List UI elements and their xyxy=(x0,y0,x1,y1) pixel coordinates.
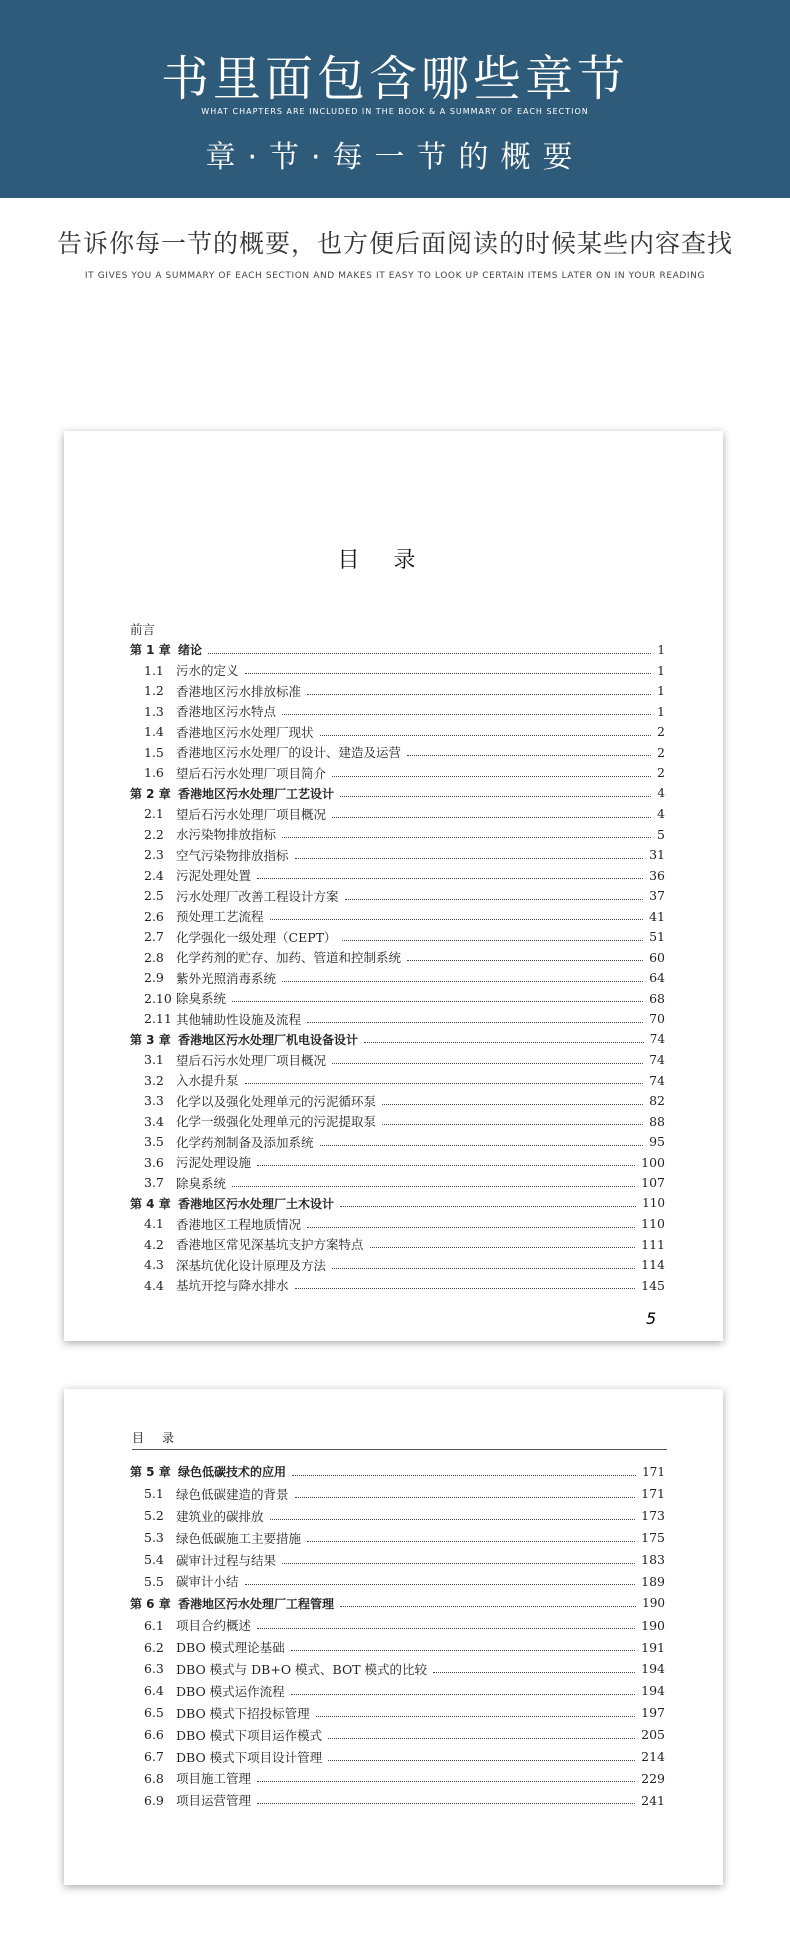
leader-dots xyxy=(340,1199,636,1207)
toc-label: 化学一级强化处理单元的污泥提取泵 xyxy=(176,1114,377,1130)
toc-page-1 xyxy=(64,431,723,1341)
toc-number: 6.3 xyxy=(144,1661,164,1677)
toc-label: 香港地区污水处理厂工艺设计 xyxy=(178,786,335,801)
toc-page: 64 xyxy=(649,970,665,986)
banner-subtitle-en: WHAT CHAPTERS ARE INCLUDED IN THE BOOK & A SUMMARY OF EACH SECTION xyxy=(201,107,589,116)
toc-row xyxy=(130,619,665,640)
leader-dots xyxy=(407,748,651,756)
toc-section-row xyxy=(130,824,665,845)
toc-section-row xyxy=(130,1658,665,1680)
toc-section-row xyxy=(130,1680,665,1702)
leader-dots xyxy=(320,1138,644,1146)
toc-page: 189 xyxy=(641,1573,665,1589)
toc-page: 241 xyxy=(641,1792,665,1808)
toc-section-row xyxy=(130,845,665,866)
toc-section-row xyxy=(130,1789,665,1811)
toc-section-row xyxy=(130,1549,665,1571)
toc-page: 190 xyxy=(642,1596,665,1611)
toc-label: 香港地区污水处理厂现状 xyxy=(176,724,314,740)
toc-section-row xyxy=(130,804,665,825)
toc-label: 绿色低碳技术的应用 xyxy=(178,1465,287,1480)
toc-section-row xyxy=(130,1091,665,1112)
toc-section-row xyxy=(130,1767,665,1789)
toc-label: 入水提升泵 xyxy=(176,1073,239,1089)
toc-list xyxy=(130,619,665,1296)
toc-number: 6.2 xyxy=(144,1639,164,1655)
toc-page: 183 xyxy=(641,1552,665,1567)
leader-dots xyxy=(332,810,651,818)
toc-page: 2 xyxy=(657,744,665,760)
toc-page: 110 xyxy=(642,1196,665,1211)
toc-label: 香港地区污水特点 xyxy=(176,704,277,720)
toc-label: DBO 模式下项目运作模式 xyxy=(176,1727,323,1743)
toc-title: 目录 xyxy=(337,548,450,573)
toc-page: 70 xyxy=(649,1011,665,1027)
header-banner xyxy=(0,0,790,198)
leader-dots xyxy=(257,1796,635,1804)
toc-label: 除臭系统 xyxy=(176,991,227,1007)
toc-label: 化学药剂的贮存、加药、管道和控制系统 xyxy=(176,950,402,966)
toc-page: 194 xyxy=(641,1661,665,1677)
toc-page: 60 xyxy=(649,949,665,965)
toc-label: 紫外光照消毒系统 xyxy=(176,970,277,986)
toc-page: 4 xyxy=(657,806,665,822)
page-number: 5 xyxy=(646,1309,657,1328)
toc-page-2 xyxy=(64,1389,723,1885)
toc-number: 3.2 xyxy=(144,1072,164,1088)
toc-page: 1 xyxy=(657,662,665,678)
toc-number: 4.2 xyxy=(144,1236,164,1252)
leader-dots xyxy=(382,1097,643,1105)
toc-number: 5.3 xyxy=(144,1530,164,1546)
toc-section-row xyxy=(130,968,665,989)
toc-page: 214 xyxy=(641,1749,665,1765)
leader-dots xyxy=(291,1687,635,1695)
toc-chapter-row xyxy=(130,783,665,804)
toc-label: 望后石污水处理厂项目概况 xyxy=(176,806,327,822)
toc-label: 预处理工艺流程 xyxy=(176,909,264,925)
toc-number: 6.7 xyxy=(144,1749,164,1765)
toc-label: 碳审计小结 xyxy=(176,1574,239,1590)
toc-page: 107 xyxy=(641,1175,665,1191)
toc-number: 2.3 xyxy=(144,847,164,863)
toc-label: 污水处理厂改善工程设计方案 xyxy=(176,888,339,904)
toc-page: 74 xyxy=(649,1072,665,1088)
toc-section-row xyxy=(130,681,665,702)
toc-section-row xyxy=(130,1009,665,1030)
toc-number: 2.6 xyxy=(144,908,164,924)
toc-number: 6.9 xyxy=(144,1792,164,1808)
toc-section-row xyxy=(130,1070,665,1091)
toc-page: 51 xyxy=(649,929,665,945)
toc-page: 95 xyxy=(649,1134,665,1150)
toc-section-row xyxy=(130,1724,665,1746)
toc-label: 绪论 xyxy=(178,643,203,658)
leader-dots xyxy=(307,1534,635,1542)
leader-dots xyxy=(328,1731,635,1739)
toc-label: 望后石污水处理厂项目概况 xyxy=(176,1052,327,1068)
toc-page: 82 xyxy=(649,1093,665,1109)
toc-number: 5.1 xyxy=(144,1486,164,1502)
toc-section-row xyxy=(130,1214,665,1235)
toc-number: 第 2 章 xyxy=(130,786,171,801)
toc-number: 2.8 xyxy=(144,949,164,965)
leader-dots xyxy=(316,1709,635,1717)
toc-label: 香港地区污水处理厂工程管理 xyxy=(178,1596,335,1611)
leader-dots xyxy=(295,1281,636,1289)
toc-page: 171 xyxy=(642,1464,665,1479)
toc-number: 2.9 xyxy=(144,970,164,986)
toc-number: 4.1 xyxy=(144,1216,164,1232)
toc-chapter-row xyxy=(130,1029,665,1050)
toc-section-row xyxy=(130,1527,665,1549)
toc-label: DBO 模式下招投标管理 xyxy=(176,1705,310,1721)
toc-page: 2 xyxy=(657,724,665,740)
leader-dots xyxy=(433,1665,635,1673)
toc-section-row xyxy=(130,660,665,681)
leader-dots xyxy=(232,1179,635,1187)
running-header: 目录 xyxy=(132,1431,193,1445)
toc-number: 2.11 xyxy=(144,1011,172,1027)
toc-number: 6.8 xyxy=(144,1770,164,1786)
header-divider xyxy=(132,1449,667,1450)
toc-label: 化学强化一级处理（CEPT） xyxy=(176,929,337,945)
toc-number: 1.5 xyxy=(144,744,164,760)
toc-section-row xyxy=(130,1702,665,1724)
leader-dots xyxy=(257,1774,635,1782)
leader-dots xyxy=(307,1015,643,1023)
leader-dots xyxy=(342,933,643,941)
toc-page: 100 xyxy=(641,1154,665,1170)
toc-section-row xyxy=(130,1132,665,1153)
toc-section-row xyxy=(130,1746,665,1768)
leader-dots xyxy=(282,830,651,838)
toc-number: 2.5 xyxy=(144,888,164,904)
leader-dots xyxy=(295,1490,636,1498)
leader-dots xyxy=(282,707,651,715)
banner-title: 书里面包含哪些章节 xyxy=(160,51,629,107)
tagline-en: IT GIVES YOU A SUMMARY OF EACH SECTION AND MAKES IT EASY TO LOOK UP CERTAIN ITEMS LATER ON IN YOUR READING xyxy=(84,271,706,281)
toc-number: 第 5 章 xyxy=(130,1465,171,1480)
toc-page: 175 xyxy=(641,1530,665,1546)
toc-label: 项目运营管理 xyxy=(176,1793,252,1809)
toc-page: 173 xyxy=(641,1508,665,1524)
toc-number: 3.1 xyxy=(144,1052,164,1068)
toc-label: 项目施工管理 xyxy=(176,1771,252,1787)
toc-number: 6.1 xyxy=(144,1617,164,1633)
toc-page: 1 xyxy=(657,683,665,699)
leader-dots xyxy=(345,892,644,900)
toc-page: 68 xyxy=(649,990,665,1006)
leader-dots xyxy=(364,1035,644,1043)
toc-section-row xyxy=(130,1111,665,1132)
toc-label: 其他辅助性设施及流程 xyxy=(176,1011,302,1027)
toc-section-row xyxy=(130,1234,665,1255)
toc-page: 110 xyxy=(641,1216,665,1232)
toc-page: 1 xyxy=(657,703,665,719)
banner-subtitle: 章·节·每一节的概要 xyxy=(205,140,585,175)
leader-dots xyxy=(320,728,652,736)
toc-section-row xyxy=(130,947,665,968)
toc-page: 191 xyxy=(641,1639,665,1655)
leader-dots xyxy=(257,1621,635,1629)
toc-number: 4.3 xyxy=(144,1257,164,1273)
toc-number: 6.6 xyxy=(144,1727,164,1743)
leader-dots xyxy=(257,871,643,879)
toc-page: 229 xyxy=(641,1770,665,1786)
toc-section-row xyxy=(130,1505,665,1527)
leader-dots xyxy=(245,1577,636,1585)
leader-dots xyxy=(282,1556,635,1564)
toc-section-row xyxy=(130,1614,665,1636)
toc-section-row xyxy=(130,701,665,722)
leader-dots xyxy=(295,851,644,859)
toc-number: 2.1 xyxy=(144,806,164,822)
leader-dots xyxy=(282,974,643,982)
toc-label: 深基坑优化设计原理及方法 xyxy=(176,1257,327,1273)
leader-dots xyxy=(340,1599,636,1607)
toc-section-row xyxy=(130,1570,665,1592)
toc-label: 前言 xyxy=(130,622,156,638)
toc-label: 香港地区污水处理厂土木设计 xyxy=(178,1196,335,1211)
toc-page: 5 xyxy=(657,826,665,842)
toc-number: 3.4 xyxy=(144,1113,164,1129)
toc-chapter-row xyxy=(130,1592,665,1614)
toc-number: 2.2 xyxy=(144,826,164,842)
toc-label: 空气污染物排放指标 xyxy=(176,847,289,863)
toc-section-row xyxy=(130,1483,665,1505)
leader-dots xyxy=(382,1117,643,1125)
toc-page: 145 xyxy=(641,1277,665,1293)
leader-dots xyxy=(407,953,643,961)
toc-label: 香港地区污水处理厂的设计、建造及运营 xyxy=(176,745,402,761)
toc-section-row xyxy=(130,1255,665,1276)
toc-number: 3.3 xyxy=(144,1093,164,1109)
leader-dots xyxy=(232,994,643,1002)
leader-dots xyxy=(332,1261,635,1269)
toc-section-row xyxy=(130,763,665,784)
toc-number: 3.6 xyxy=(144,1154,164,1170)
toc-label: 项目合约概述 xyxy=(176,1618,252,1634)
toc-label: 建筑业的碳排放 xyxy=(176,1508,264,1524)
toc-label: 污泥处理设施 xyxy=(176,1155,252,1171)
toc-page: 2 xyxy=(657,765,665,781)
leader-dots xyxy=(340,789,651,797)
toc-number: 4.4 xyxy=(144,1277,164,1293)
leader-dots xyxy=(245,666,652,674)
toc-label: 香港地区工程地质情况 xyxy=(176,1216,302,1232)
leader-dots xyxy=(292,1468,636,1476)
toc-number: 1.1 xyxy=(144,662,164,678)
leader-dots xyxy=(332,1056,643,1064)
toc-page: 31 xyxy=(649,847,665,863)
toc-page: 74 xyxy=(649,1052,665,1068)
toc-list xyxy=(130,1461,665,1811)
leader-dots xyxy=(291,1643,635,1651)
toc-section-row xyxy=(130,1050,665,1071)
toc-section-row xyxy=(130,1636,665,1658)
leader-dots xyxy=(208,646,651,654)
toc-label: 化学药剂制备及添加系统 xyxy=(176,1134,314,1150)
toc-number: 2.7 xyxy=(144,929,164,945)
toc-page: 197 xyxy=(641,1705,665,1721)
toc-number: 1.6 xyxy=(144,765,164,781)
toc-section-row xyxy=(130,1152,665,1173)
toc-number: 2.10 xyxy=(144,990,172,1006)
leader-dots xyxy=(270,912,644,920)
toc-label: 绿色低碳建造的背景 xyxy=(176,1486,289,1502)
toc-section-row xyxy=(130,886,665,907)
toc-number: 第 3 章 xyxy=(130,1032,171,1047)
toc-page: 1 xyxy=(657,642,665,657)
toc-section-row xyxy=(130,1275,665,1296)
toc-label: DBO 模式与 DB+O 模式、BOT 模式的比较 xyxy=(176,1661,428,1677)
toc-number: 第 1 章 xyxy=(130,643,171,658)
toc-label: 香港地区污水排放标准 xyxy=(176,683,302,699)
toc-section-row xyxy=(130,742,665,763)
leader-dots xyxy=(307,1220,635,1228)
toc-label: 化学以及强化处理单元的污泥循环泵 xyxy=(176,1093,377,1109)
toc-page: 205 xyxy=(641,1727,665,1743)
toc-label: 香港地区常见深基坑支护方案特点 xyxy=(176,1237,364,1253)
toc-page: 171 xyxy=(641,1486,665,1502)
toc-number: 3.5 xyxy=(144,1134,164,1150)
toc-page: 194 xyxy=(641,1683,665,1699)
leader-dots xyxy=(245,1076,644,1084)
toc-page: 37 xyxy=(649,888,665,904)
toc-page: 114 xyxy=(641,1257,665,1273)
toc-number: 第 6 章 xyxy=(130,1596,171,1611)
toc-label: 除臭系统 xyxy=(176,1175,227,1191)
toc-chapter-row xyxy=(130,1193,665,1214)
toc-chapter-row xyxy=(130,1461,665,1483)
leader-dots xyxy=(270,1512,636,1520)
tagline: 告诉你每一节的概要，也方便后面阅读的时候某些内容查找 xyxy=(56,229,733,258)
toc-number: 1.3 xyxy=(144,703,164,719)
toc-label: DBO 模式理论基础 xyxy=(176,1640,285,1656)
toc-page: 88 xyxy=(649,1113,665,1129)
toc-label: 污水的定义 xyxy=(176,663,239,679)
leader-dots xyxy=(307,687,651,695)
toc-number: 2.4 xyxy=(144,867,164,883)
toc-label: 水污染物排放指标 xyxy=(176,827,277,843)
leader-dots xyxy=(328,1753,635,1761)
toc-number: 6.5 xyxy=(144,1705,164,1721)
toc-label: 基坑开挖与降水排水 xyxy=(176,1278,289,1294)
toc-page: 36 xyxy=(649,867,665,883)
toc-section-row xyxy=(130,1173,665,1194)
leader-dots xyxy=(332,769,651,777)
toc-page: 111 xyxy=(641,1236,665,1252)
toc-section-row xyxy=(130,906,665,927)
toc-page: 41 xyxy=(649,908,665,924)
toc-number: 5.4 xyxy=(144,1552,164,1567)
toc-number: 1.4 xyxy=(144,724,164,740)
toc-label: 望后石污水处理厂项目简介 xyxy=(176,765,327,781)
toc-number: 1.2 xyxy=(144,683,164,699)
leader-dots xyxy=(370,1240,636,1248)
toc-section-row xyxy=(130,722,665,743)
toc-label: DBO 模式下项目设计管理 xyxy=(176,1749,323,1765)
toc-section-row xyxy=(130,927,665,948)
toc-label: 污泥处理处置 xyxy=(176,868,252,884)
toc-number: 5.5 xyxy=(144,1573,164,1589)
toc-page: 4 xyxy=(657,786,665,801)
toc-label: 香港地区污水处理厂机电设备设计 xyxy=(178,1032,359,1047)
toc-section-row xyxy=(130,988,665,1009)
toc-chapter-row xyxy=(130,640,665,661)
toc-number: 6.4 xyxy=(144,1683,164,1699)
toc-number: 3.7 xyxy=(144,1175,164,1191)
toc-label: 绿色低碳施工主要措施 xyxy=(176,1530,302,1546)
leader-dots xyxy=(257,1158,635,1166)
toc-page: 190 xyxy=(641,1617,665,1633)
toc-number: 第 4 章 xyxy=(130,1196,171,1211)
toc-number: 5.2 xyxy=(144,1508,164,1524)
toc-section-row xyxy=(130,865,665,886)
toc-label: DBO 模式运作流程 xyxy=(176,1683,285,1699)
toc-page: 74 xyxy=(649,1032,665,1047)
toc-label: 碳审计过程与结果 xyxy=(176,1552,277,1568)
